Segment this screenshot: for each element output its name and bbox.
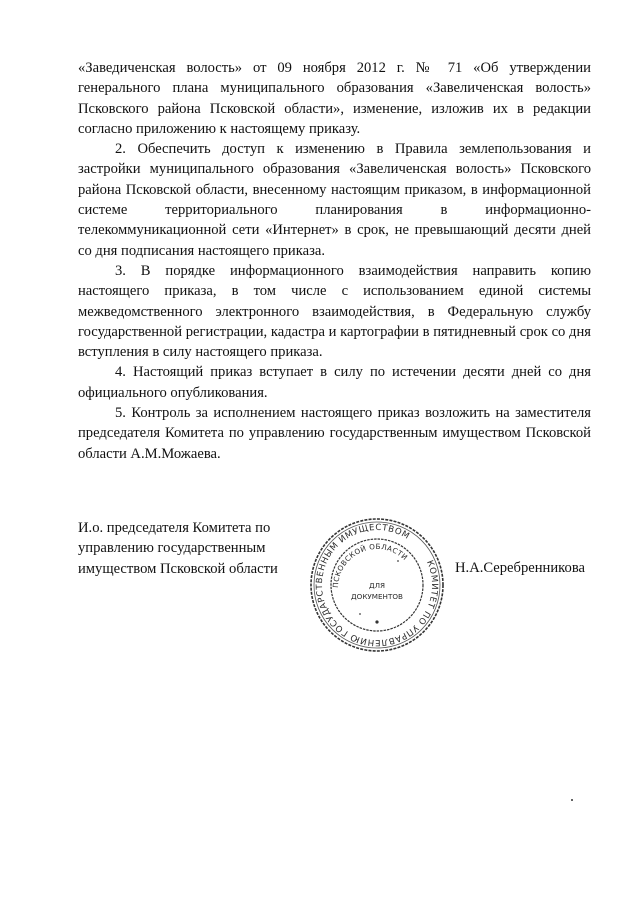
- seal-ring-text: КОМИТЕТ ПО УПРАВЛЕНИЮ ГОСУДАРСТВЕННЫМ ИМУЩЕСТВОМ: [314, 522, 440, 648]
- seal-inner-text: ПСКОВСКОЙ ОБЛАСТИ: [330, 541, 410, 589]
- signatory-position: [78, 518, 318, 579]
- official-seal: [308, 516, 446, 654]
- seal-center-line-1: ДЛЯ: [368, 581, 386, 590]
- signatory-position-line: имуществом Псковской области: [78, 560, 278, 577]
- paragraph-item-3: 3. В порядке информационного взаимодействия направить копию настоящего приказа, в том числе с использованием единой системы межведомственного электронного взаимодействия, в Федеральную службу государственной регистрации, кадастра и картографии в пятидневный срок со дня вступления в силу настоящего приказа.: [78, 262, 591, 361]
- signatory-name: Н.А.Серебренникова: [455, 560, 585, 576]
- signatory-position-line: управлению государственным: [78, 540, 266, 557]
- signatory-position-line: И.о. председателя Комитета по: [78, 520, 271, 536]
- document-body: [78, 58, 591, 464]
- paragraph-item-4: 4. Настоящий приказ вступает в силу по истечении десяти дней со дня официального опубликования.: [78, 364, 591, 401]
- paragraph-item-2: 2. Обеспечить доступ к изменению в Правила землепользования и застройки муниципального образования «Завеличенская волость» Псковского района Псковской области, внесенному настоящим приказом, в информационной системе территориального планирования в информационно-телекоммуникационной сети «Интернет» в срок, не превышающий десяти дней со дня подписания настоящего приказа.: [78, 141, 591, 259]
- paragraph-item-5: 5. Контроль за исполнением настоящего приказ возложить на заместителя председателя Комитета по управлению государственным имуществом Псковской области А.М.Можаева.: [78, 405, 591, 462]
- scan-speck: [571, 799, 573, 801]
- seal-center-line-2: ДОКУМЕНТОВ: [351, 592, 403, 601]
- paragraph-continuation: «Заведиченская волость» от 09 ноября 2012 г. № 71 «Об утверждении генерального плана муниципального образования «Завеличенская волость» Псковского района Псковской области», изменение, изложив их в редакции согласно приложению к настоящему приказу.: [78, 60, 591, 137]
